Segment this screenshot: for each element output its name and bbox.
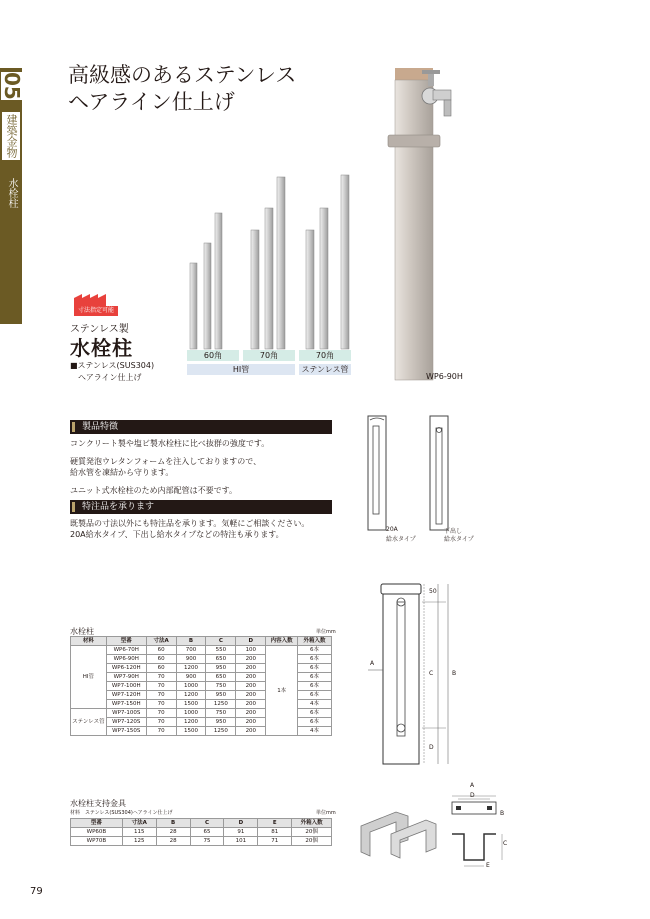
th-d: D — [224, 819, 258, 828]
cell: 200 — [236, 709, 266, 718]
cell: WP7-150S — [106, 727, 146, 736]
cell: WP7-120S — [106, 718, 146, 727]
th-c: C — [206, 637, 236, 646]
cell: 125 — [122, 837, 156, 846]
cell: 6本 — [298, 709, 332, 718]
cell: 6本 — [298, 718, 332, 727]
post-lineup-image — [185, 170, 355, 350]
dim-label-c: C — [429, 670, 434, 677]
custom-heading: 特注品を承ります — [82, 502, 155, 512]
cell: 70 — [146, 673, 176, 682]
cell: WP7-100H — [106, 682, 146, 691]
cell: 1200 — [176, 664, 206, 673]
cell: 1500 — [176, 700, 206, 709]
th-b: B — [176, 637, 206, 646]
variant-2-label-a: 下出し — [444, 528, 463, 535]
th-b: B — [156, 819, 190, 828]
table-row — [71, 837, 332, 846]
photo-caption: WP6-90H — [426, 372, 463, 381]
feature-text-4: ユニット式水栓柱のため内部配管は不要です。 — [70, 486, 238, 495]
th-c: C — [190, 819, 224, 828]
cell: WP6-120H — [106, 664, 146, 673]
th-inner: 内容入数 — [266, 637, 298, 646]
inner-qty: 1本 — [266, 646, 298, 736]
cell: 900 — [176, 673, 206, 682]
faucet-post-photo — [378, 60, 468, 385]
cell: 650 — [206, 655, 236, 664]
cell: 65 — [190, 828, 224, 837]
cell: 750 — [206, 709, 236, 718]
cell: 28 — [156, 837, 190, 846]
cell: 550 — [206, 646, 236, 655]
table1-unit: 単位mm — [316, 629, 336, 635]
cell: 70 — [146, 682, 176, 691]
cell: 1000 — [176, 682, 206, 691]
dimension-drawing — [366, 580, 476, 770]
cell: 70 — [146, 700, 176, 709]
table-header-row — [71, 819, 332, 828]
cell: 60 — [146, 655, 176, 664]
th-model: 型番 — [71, 819, 123, 828]
bracket-dim-e: E — [486, 862, 490, 869]
cell: 75 — [190, 837, 224, 846]
variant-2-label-b: 給水タイプ — [444, 536, 474, 543]
bracket-dim-d: D — [470, 792, 475, 799]
cell: 700 — [176, 646, 206, 655]
dim-label-a: A — [370, 660, 375, 667]
cell: 70 — [146, 727, 176, 736]
table-header-row — [71, 637, 332, 646]
dim-label-b: B — [452, 670, 457, 677]
cell: 91 — [224, 828, 258, 837]
cell: WP7-100S — [106, 709, 146, 718]
product-series: ステンレス製 — [70, 324, 129, 335]
section-label: 水栓柱 — [6, 178, 17, 208]
th-model: 型番 — [106, 637, 146, 646]
group-hi: HI管 — [71, 646, 107, 709]
cell: 950 — [206, 664, 236, 673]
cell: WP6-70H — [106, 646, 146, 655]
custom-size-badge: 寸法指定可能 — [74, 306, 118, 316]
table-row — [71, 828, 332, 837]
cell: 6本 — [298, 691, 332, 700]
pipe-label-hi: HI管 — [187, 364, 295, 375]
chapter-number: 05 — [0, 72, 24, 100]
dim-label-d: D — [429, 744, 434, 751]
cell: WP7-120H — [106, 691, 146, 700]
cell: 6本 — [298, 673, 332, 682]
cell: 70 — [146, 691, 176, 700]
cell: 950 — [206, 691, 236, 700]
features-heading: 製品特徴 — [82, 422, 119, 432]
cell: 200 — [236, 682, 266, 691]
cell: 60 — [146, 646, 176, 655]
cell: 200 — [236, 673, 266, 682]
cell: 20個 — [292, 837, 332, 846]
custom-text-1: 既製品の寸法以外にも特注品を承ります。気軽にご相談ください。 — [70, 519, 310, 528]
size-label-70-stainless: 70角 — [299, 350, 351, 361]
dim-label-50: 50 — [429, 588, 437, 595]
cell: WP7-150H — [106, 700, 146, 709]
cell: 1200 — [176, 691, 206, 700]
bracket-dim-b: B — [500, 810, 505, 817]
cell: 71 — [258, 837, 292, 846]
title-line-1: 高級感のあるステンレス — [68, 63, 297, 87]
feature-text-3: 給水管を凍結から守ります。 — [70, 468, 174, 477]
product-material: ■ステンレス(SUS304) — [70, 361, 155, 370]
variant-1-label-b: 給水タイプ — [386, 536, 416, 543]
bracket-table — [70, 818, 332, 846]
cell: WP7-90H — [106, 673, 146, 682]
cell: 950 — [206, 718, 236, 727]
cell: 70 — [146, 718, 176, 727]
th-outer: 外箱入数 — [292, 819, 332, 828]
cell: 200 — [236, 691, 266, 700]
th-material: 材料 — [71, 637, 107, 646]
table2-title: 水栓柱支持金具 — [70, 799, 126, 808]
features-heading-bar — [70, 420, 332, 434]
th-d: D — [236, 637, 266, 646]
product-finish: ヘアライン仕上げ — [78, 373, 142, 382]
th-e: E — [258, 819, 292, 828]
feature-text-2: 硬質発泡ウレタンフォームを注入しておりますので、 — [70, 457, 262, 466]
feature-text-1: コンクリート製や塩ビ製水栓柱に比べ抜群の強度です。 — [70, 439, 270, 448]
title-line-2: ヘアライン仕上げ — [68, 90, 235, 114]
cell: 1250 — [206, 700, 236, 709]
th-a: 寸法A — [146, 637, 176, 646]
cell: 1500 — [176, 727, 206, 736]
variant-1-label-a: 20A — [386, 526, 398, 533]
cell: WP6-90H — [106, 655, 146, 664]
cell: 101 — [224, 837, 258, 846]
custom-heading-bar — [70, 500, 332, 514]
table2-material: 材料 ステンレス(SUS304)ヘアライン仕上げ — [70, 810, 173, 816]
cell: 28 — [156, 828, 190, 837]
bracket-photo — [356, 804, 438, 860]
cell: 60 — [146, 664, 176, 673]
faucet-post-table — [70, 636, 332, 736]
cell: 650 — [206, 673, 236, 682]
bracket-dim-c: C — [503, 840, 508, 847]
th-a: 寸法A — [122, 819, 156, 828]
cell: 200 — [236, 664, 266, 673]
size-label-60: 60角 — [187, 350, 239, 361]
product-name: 水栓柱 — [70, 336, 133, 360]
pipe-label-stainless: ステンレス管 — [299, 364, 351, 375]
bracket-dimension-drawing — [446, 790, 510, 870]
table2-unit: 単位mm — [316, 810, 336, 816]
cell: 200 — [236, 655, 266, 664]
cell: 81 — [258, 828, 292, 837]
th-outer: 外箱入数 — [298, 637, 332, 646]
cell: 6本 — [298, 664, 332, 673]
group-stainless: ステンレス管 — [71, 709, 107, 736]
cell: 1200 — [176, 718, 206, 727]
cell: 200 — [236, 718, 266, 727]
table-row — [71, 646, 332, 655]
cell: 100 — [236, 646, 266, 655]
variant-drawings — [360, 414, 470, 534]
cell: WP70B — [71, 837, 123, 846]
cell: 6本 — [298, 646, 332, 655]
chapter-label: 建築金物 — [2, 112, 20, 160]
page-number: 79 — [30, 886, 43, 897]
cell: 6本 — [298, 655, 332, 664]
size-label-70-hi: 70角 — [243, 350, 295, 361]
cell: 70 — [146, 709, 176, 718]
cell: 115 — [122, 828, 156, 837]
bracket-dim-a: A — [470, 782, 475, 789]
cell: 1250 — [206, 727, 236, 736]
table1-title: 水栓柱 — [70, 627, 94, 636]
cell: 4本 — [298, 727, 332, 736]
cell: 900 — [176, 655, 206, 664]
cell: 200 — [236, 727, 266, 736]
custom-text-2: 20A給水タイプ、下出し給水タイプなどの特注も承ります。 — [70, 530, 284, 539]
cell: WP60B — [71, 828, 123, 837]
cell: 20個 — [292, 828, 332, 837]
cell: 750 — [206, 682, 236, 691]
cell: 200 — [236, 700, 266, 709]
page-title — [68, 62, 296, 116]
cell: 6本 — [298, 682, 332, 691]
cell: 4本 — [298, 700, 332, 709]
cell: 1000 — [176, 709, 206, 718]
